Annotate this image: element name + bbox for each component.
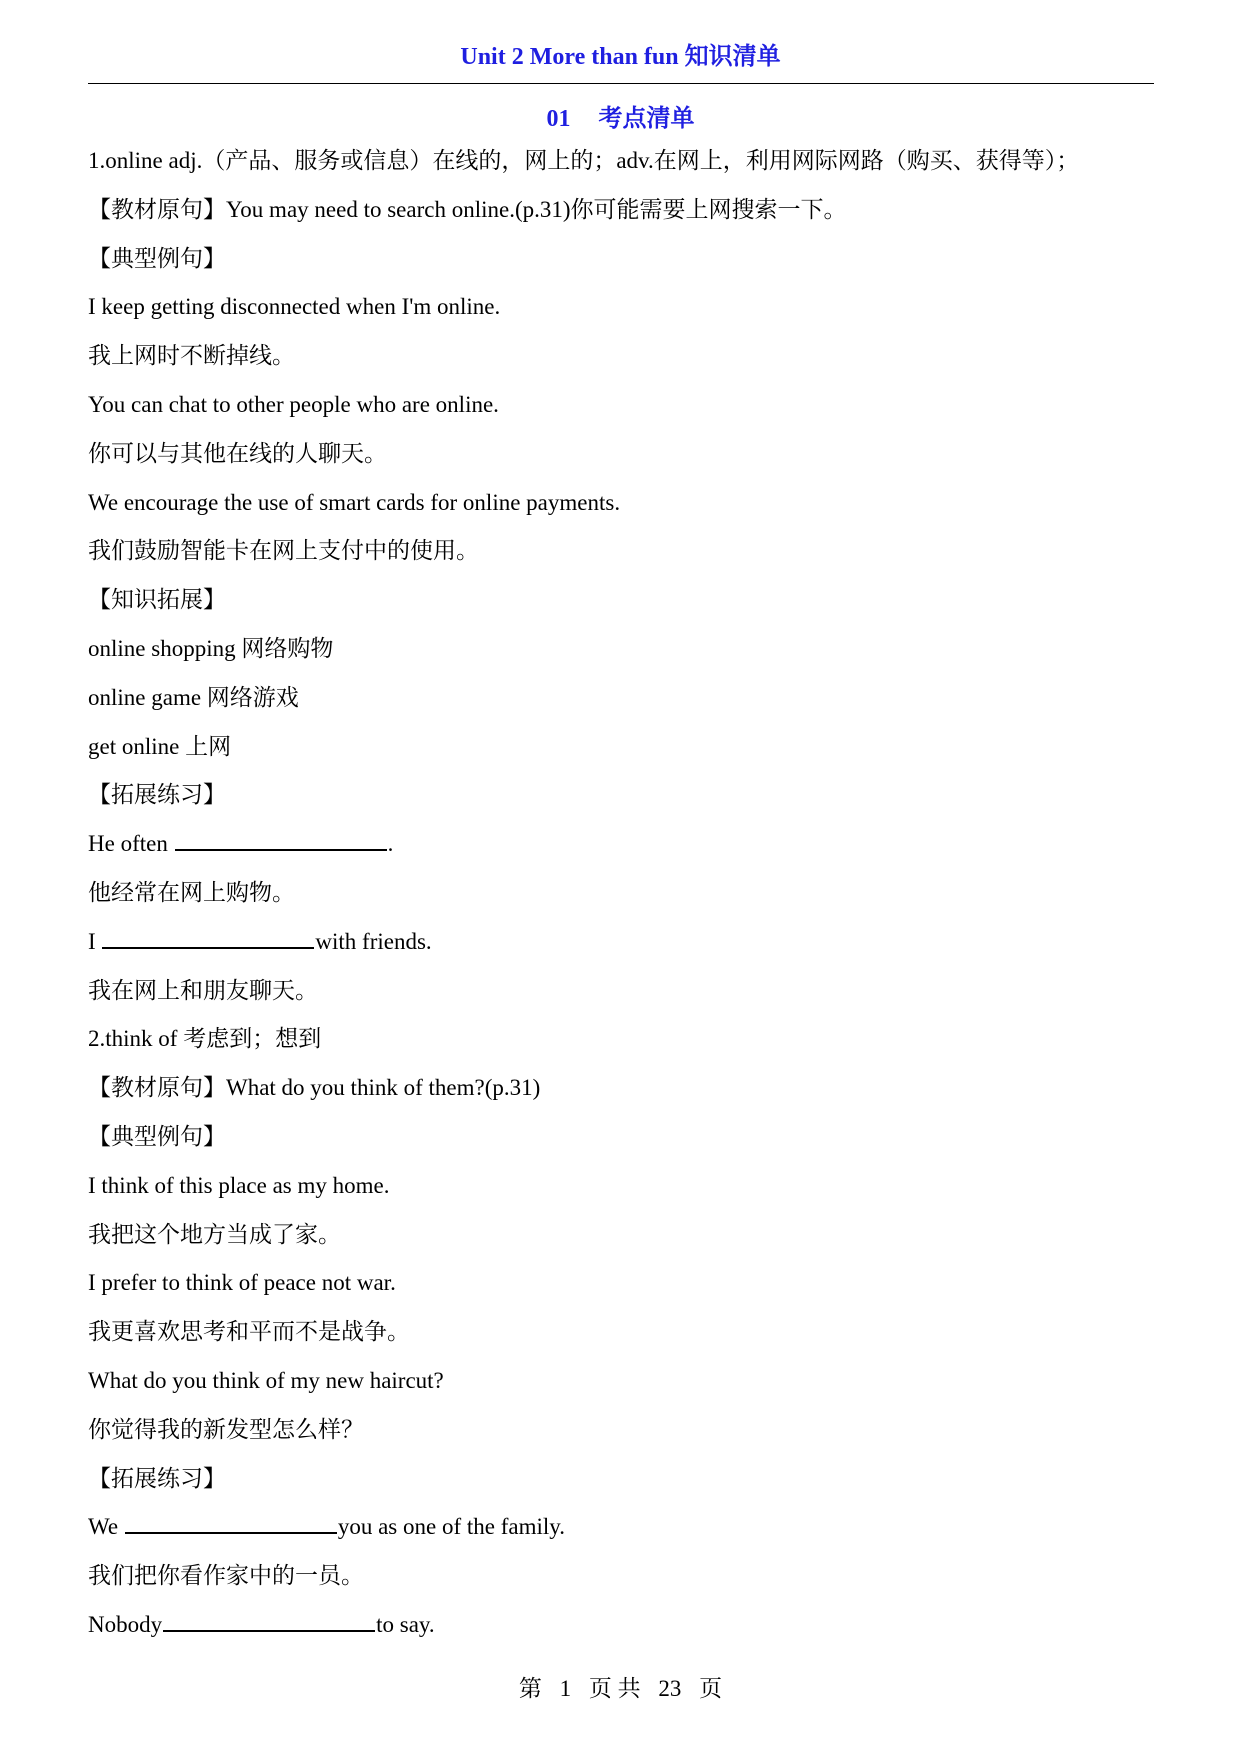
text-line: I keep getting disconnected when I'm online. — [88, 294, 501, 320]
footer-text: 页 共 — [588, 1676, 641, 1701]
exercise-text: with friends. — [315, 928, 432, 954]
exercise-line — [88, 1606, 1158, 1655]
exercise-text: He often — [88, 831, 174, 857]
text-line: I prefer to think of peace not war. — [88, 1270, 396, 1296]
section-heading — [0, 98, 1241, 133]
text-line: 【典型例句】 — [88, 1123, 226, 1149]
text-line: online game 网络游戏 — [88, 684, 299, 710]
text-line: 【拓展练习】 — [88, 782, 226, 808]
exercise-line — [88, 1508, 1158, 1557]
exercise-text: . — [387, 831, 394, 857]
exercise-text: We — [88, 1514, 124, 1540]
fill-blank[interactable] — [125, 1514, 337, 1534]
exercise-text: to say. — [376, 1611, 435, 1637]
exercise-text: you as one of the family. — [337, 1514, 565, 1540]
exercise-line — [88, 923, 1158, 972]
text-line: You can chat to other people who are online. — [88, 391, 499, 417]
text-line: 【教材原句】You may need to search online.(p.31)你可能需要上网搜索一下。 — [88, 196, 847, 222]
exercise-line — [88, 825, 1158, 874]
text-line: 他经常在网上购物。 — [88, 879, 295, 905]
footer-text: 第 — [518, 1676, 542, 1701]
exercise-text: Nobody — [88, 1611, 163, 1637]
fill-blank[interactable] — [175, 831, 387, 851]
text-line: 你可以与其他在线的人聊天。 — [88, 440, 387, 466]
text-line: 我们把你看作家中的一员。 — [88, 1563, 364, 1589]
document-body — [88, 142, 1158, 1655]
fill-blank[interactable] — [163, 1612, 375, 1632]
footer-text: 页 — [699, 1676, 723, 1701]
text-line: 【拓展练习】 — [88, 1465, 226, 1491]
page-total: 23 — [658, 1676, 682, 1701]
text-line: I think of this place as my home. — [88, 1172, 390, 1198]
section-title: 考点清单 — [598, 106, 695, 132]
text-line: 我们鼓励智能卡在网上支付中的使用。 — [88, 538, 479, 564]
exercise-text: I — [88, 928, 102, 954]
text-line: 我更喜欢思考和平而不是战争。 — [88, 1319, 410, 1345]
text-line: 【知识拓展】 — [88, 587, 226, 613]
section-number: 01 — [546, 106, 571, 132]
text-line: 2.think of 考虑到；想到 — [88, 1026, 322, 1052]
text-line: What do you think of my new haircut? — [88, 1367, 444, 1393]
page-footer — [0, 1670, 1241, 1703]
text-line: 1.online adj.（产品、服务或信息）在线的，网上的；adv.在网上，利用网际网路（购买、获得等）； — [88, 148, 1080, 173]
text-line: 【教材原句】What do you think of them?(p.31) — [88, 1075, 541, 1101]
document-header-title: Unit 2 More than fun 知识清单 — [460, 44, 781, 70]
text-line: online shopping 网络购物 — [88, 635, 334, 661]
fill-blank[interactable] — [102, 929, 314, 949]
page-number: 1 — [559, 1676, 572, 1701]
text-line: 我在网上和朋友聊天。 — [88, 977, 318, 1003]
text-line: 我把这个地方当成了家。 — [88, 1221, 341, 1247]
text-line: get online 上网 — [88, 733, 232, 759]
header-divider — [88, 83, 1154, 84]
text-line: 【典型例句】 — [88, 245, 226, 271]
text-line: We encourage the use of smart cards for online payments. — [88, 489, 621, 515]
text-line: 我上网时不断掉线。 — [88, 343, 295, 369]
text-line: 你觉得我的新发型怎么样？ — [88, 1416, 364, 1442]
